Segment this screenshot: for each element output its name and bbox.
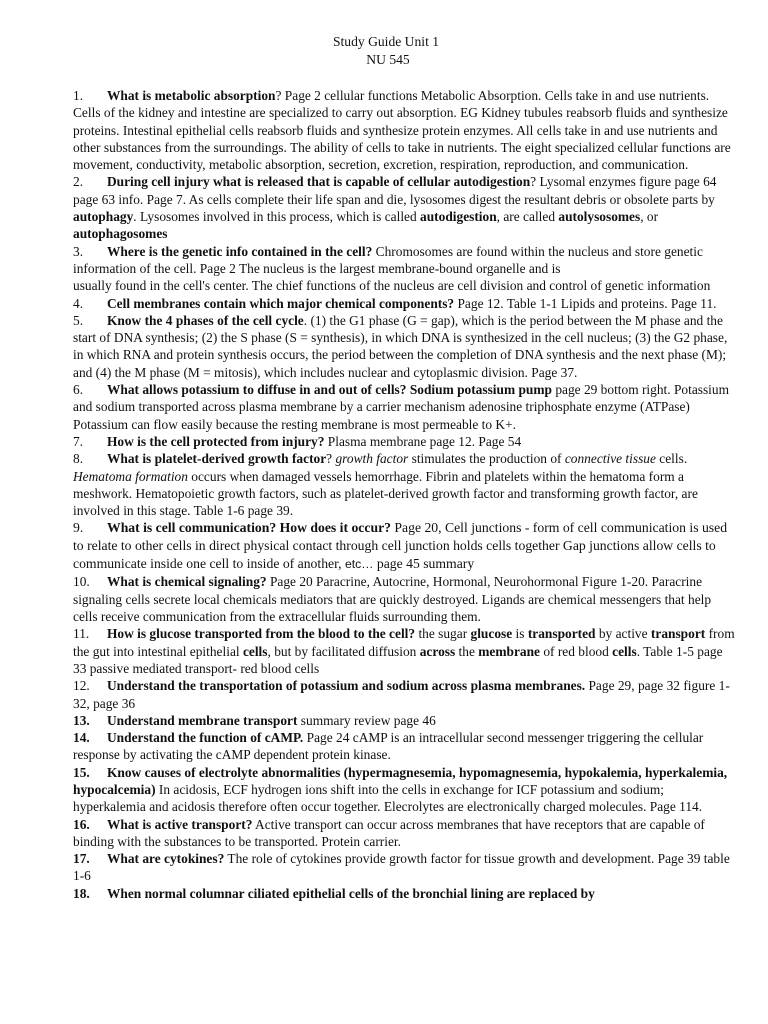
question-number: 17. xyxy=(73,851,90,867)
study-question-8 xyxy=(73,450,735,519)
answer-text: . (1) the G1 phase (G = gap), which is the period between the M phase and the start of DNA synthesis; (2) the S phase (S = synthesis), in which DNA is synthesized in the cell nucleus; (3) the G2 phase, in which RNA and protein synthesis occurs, the period between the completion of DNA synthesis and the next phase (M); and (4) the M phase (M = mitosis), which includes nuclear and cytoplasmic division. Page 37. xyxy=(73,312,728,380)
study-question-7 xyxy=(73,433,735,450)
study-question-1 xyxy=(73,87,735,173)
study-question-18 xyxy=(73,885,735,902)
question-text: When normal columnar ciliated epithelial cells of the bronchial lining are replaced by xyxy=(107,885,595,901)
study-question-list xyxy=(73,87,735,902)
answer-text: ? xyxy=(326,451,336,467)
question-text: cells xyxy=(242,643,268,659)
question-text: What is chemical signaling? xyxy=(107,574,267,590)
answer-text: Plasma membrane page 12. Page 54 xyxy=(324,433,522,449)
answer-text: , are called xyxy=(496,209,559,225)
study-question-14 xyxy=(73,729,735,764)
question-text: What is active transport? xyxy=(107,816,253,832)
answer-text: . Lysosomes involved in this process, which is called xyxy=(133,209,421,225)
answer-text: Page 24 cAMP is an intracellular second messenger triggering the cellular response by activating the cAMP dependent protein kinase. xyxy=(73,730,704,763)
question-number: 4. xyxy=(73,295,84,311)
answer-text: summary review page 46 xyxy=(297,712,436,728)
question-text: transport xyxy=(650,626,706,642)
study-question-4 xyxy=(73,295,735,312)
study-question-9 xyxy=(73,519,735,573)
question-text: Understand the function of cAMP. xyxy=(107,730,304,746)
answer-text: , but by facilitated diffusion xyxy=(267,643,420,659)
answer-text: ? Lysomal enzymes figure page 64 page 63 info. Page 7. As cells complete their life span and die, lysosomes digest the resultant debris or obsolete parts by xyxy=(73,174,717,207)
question-number: 9. xyxy=(73,520,84,536)
document-header xyxy=(0,33,768,68)
question-text: How is glucose transported from the blood to the cell? xyxy=(107,626,416,642)
answer-text: , or xyxy=(640,209,659,225)
question-text: What allows potassium to diffuse in and out of cells? Sodium potassium pump xyxy=(107,382,552,398)
question-number: 15. xyxy=(73,764,90,780)
answer-text: etc… xyxy=(344,557,374,572)
question-text: What are cytokines? xyxy=(107,851,225,867)
answer-text: In acidosis, ECF hydrogen ions shift into the cells in exchange for ICF potassium and sodium; hyperkalemia and acidosis therefore often occur together. Elecrolytes are electronically charged molecules. Page 114. xyxy=(73,781,703,815)
document-title: Study Guide Unit 1 xyxy=(332,34,440,49)
study-question-15 xyxy=(73,764,735,816)
question-number: 2. xyxy=(73,174,84,190)
answer-text: from the gut into intestinal epithelial xyxy=(73,626,735,659)
answer-text: of red blood xyxy=(540,643,613,659)
question-number: 18. xyxy=(73,885,90,901)
answer-text: cells. xyxy=(655,451,688,467)
answer-text: Page 20 Paracrine, Autocrine, Hormonal, Neurohormonal Figure 1-20. Paracrine signaling cells secrete local chemicals mediators that are quickly destroyed. Ligands are chemical messengers that help cells receive communication from the extracellular fluids surrounding them. xyxy=(73,574,712,625)
question-text: autophagy xyxy=(73,209,134,225)
answer-text: by active xyxy=(595,626,651,642)
question-text: What is cell communication? How does it occur? xyxy=(107,520,391,536)
answer-text: . Table 1-5 page 33 passive mediated transport- red blood cells xyxy=(73,643,723,676)
question-number: 16. xyxy=(73,816,90,832)
answer-text: the xyxy=(455,643,479,659)
question-number: 10. xyxy=(73,574,90,590)
answer-text: growth factor xyxy=(335,451,409,467)
question-number: 11. xyxy=(73,626,90,642)
question-text: How is the cell protected from injury? xyxy=(107,433,325,449)
question-text: membrane xyxy=(478,643,540,659)
answer-text: occurs when damaged vessels hemorrhage. Fibrin and platelets within the hematoma form a meshwork. Hematopoietic growth factors, such as platelet-derived growth factor and transforming growth factor, are involved in this stage. Table 1-6 page 39. xyxy=(73,468,698,519)
question-number: 13. xyxy=(73,712,90,728)
question-text: Know the 4 phases of the cell cycle xyxy=(107,312,304,328)
answer-text: Page 29, page 32 figure 1-32, page 36 xyxy=(73,678,730,711)
study-question-6 xyxy=(73,381,735,433)
study-question-2 xyxy=(73,173,735,242)
question-text: Understand the transportation of potassium and sodium across plasma membranes. xyxy=(107,678,586,694)
study-question-17 xyxy=(73,850,735,885)
question-text: Know causes of electrolyte abnormalities (hypermagnesemia, hypomagnesemia, hypokalemia, hyperkalemia, hypocalcemia) xyxy=(73,764,728,797)
question-number: 8. xyxy=(73,451,84,467)
question-number: 1. xyxy=(73,88,84,103)
question-number: 5. xyxy=(73,312,84,328)
question-number: 3. xyxy=(73,243,84,259)
question-text: Understand membrane transport xyxy=(107,712,298,728)
study-question-5 xyxy=(73,312,735,381)
question-text: What is platelet-derived growth factor xyxy=(107,451,327,467)
question-text: Where is the genetic info contained in the cell? xyxy=(107,243,373,259)
question-text: transported xyxy=(527,626,596,642)
question-number: 12. xyxy=(73,678,90,694)
answer-text: stimulates the production of xyxy=(408,451,565,467)
answer-text: Hematoma formation xyxy=(73,468,188,484)
study-question-11 xyxy=(73,625,735,677)
study-question-3 xyxy=(73,243,735,295)
question-text: autolysosomes xyxy=(558,209,641,225)
question-text: across xyxy=(419,643,456,659)
question-text: autophagosomes xyxy=(73,226,168,242)
answer-text: page 29 bottom right. Potassium and sodium transported across plasma membrane by a carrier mechanism adenosine triphosphate enzyme (ATPase) Potassium can flow easily because the resting membrane is most permeable to K+. xyxy=(73,382,730,432)
answer-text: is xyxy=(512,626,528,642)
answer-text: ? Page 2 cellular functions Metabolic Absorption. Cells take in and use nutrients. Cells of the kidney and intestine are specialized to carry out absorption. EG Kidney tubules reabsorb fluids and synthesize proteins. Intestinal epithelial cells reabsorb fluids and synthesize protein enzymes. All cells take in and use nutrients and other substances from the surroundings. The ability of cells to take in nutrients. The eight specialized cellular functions are movement, conductivity, metabolic absorption, secretion, excretion, respiration, reproduction, and communication. xyxy=(73,88,731,173)
question-text: autodigestion xyxy=(420,209,497,225)
study-question-12 xyxy=(73,677,735,712)
answer-text: Active transport can occur across membranes that have receptors that are capable of binding with the substances to be transported. Protein carrier. xyxy=(73,816,705,849)
study-question-13 xyxy=(73,712,735,729)
answer-text: Page 12. Table 1-1 Lipids and proteins. Page 11. xyxy=(454,295,717,311)
question-number: 14. xyxy=(73,730,90,746)
question-text: cells xyxy=(612,643,637,659)
course-code: NU 545 xyxy=(366,51,410,67)
question-text: Cell membranes contain which major chemical components? xyxy=(107,295,455,311)
question-number: 6. xyxy=(73,382,84,398)
answer-text: the sugar xyxy=(415,626,471,642)
answer-text: connective tissue xyxy=(564,451,656,467)
study-question-16 xyxy=(73,816,735,851)
question-text: During cell injury what is released that is capable of cellular autodigestion xyxy=(107,174,531,190)
question-text: What is metabolic absorption xyxy=(107,88,276,103)
question-text: glucose xyxy=(470,626,513,642)
study-question-10 xyxy=(73,573,735,625)
answer-text: The role of cytokines provide growth factor for tissue growth and development. Page 39 table 1-6 xyxy=(73,851,730,884)
answer-text: usually found in the cell's center. The chief functions of the nucleus are cell division and control of genetic information xyxy=(73,278,711,294)
answer-text: Page 20, Cell junctions - form of cell communication is used to relate to other cells in direct physical contact through cell junction holds cells together Gap junctions allow cells to communicate inside one cell to inside of another, xyxy=(73,520,728,572)
answer-text: page 45 summary xyxy=(373,556,475,572)
answer-text: Chromosomes are found within the nucleus and store genetic information of the cell. Page 2 The nucleus is the largest membrane-bound organelle and is xyxy=(73,243,703,276)
question-number: 7. xyxy=(73,433,84,449)
